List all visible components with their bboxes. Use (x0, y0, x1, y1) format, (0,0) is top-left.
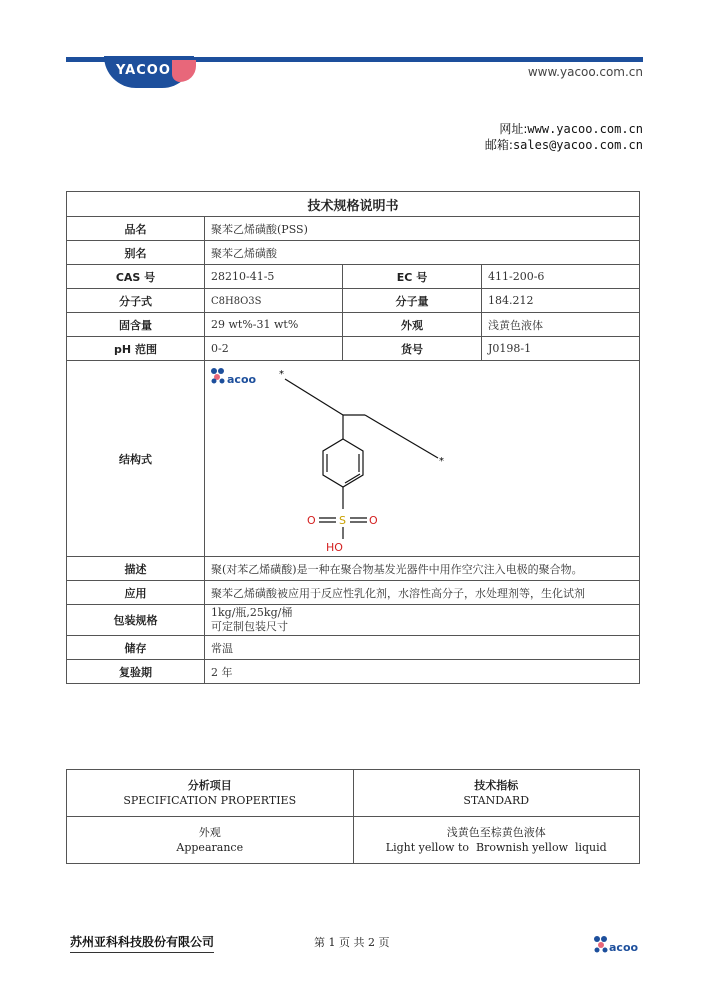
solid-label: 固含量 (67, 313, 205, 337)
structure-logo-icon (211, 368, 225, 384)
product-name: 聚苯乙烯磺酸(PSS) (205, 217, 640, 241)
col2-cn: 技术指标 (474, 779, 519, 792)
solid-value: 29 wt%-31 wt% (205, 313, 343, 337)
analysis-row-item (67, 817, 354, 864)
desc-label: 描述 (67, 557, 205, 581)
analysis-col-standard (353, 770, 640, 817)
row1-item-en: Appearance (176, 841, 244, 854)
mail-label: 邮箱: (484, 138, 513, 152)
footer-company: 苏州亚科科技股份有限公司 (70, 933, 214, 953)
spec-table (66, 191, 640, 684)
header-logo-accent (172, 60, 196, 82)
contact-block (485, 121, 643, 153)
mw-label: 分子量 (343, 289, 482, 313)
alias: 聚苯乙烯磺酸 (205, 241, 640, 265)
storage-value: 常温 (205, 636, 640, 660)
header-logo: YACOO (116, 63, 171, 78)
storage-label: 储存 (67, 636, 205, 660)
col1-en: SPECIFICATION PROPERTIES (123, 794, 297, 807)
ph-label: pH 范围 (67, 337, 205, 361)
use-value: 聚苯乙烯磺酸被应用于反应性乳化剂，水溶性高分子，水处理剂等，生化试剂 (205, 581, 640, 605)
structure-cell (205, 361, 640, 557)
row1-std-en: Light yellow to Brownish yellow liquid (385, 841, 607, 854)
cas-label: CAS 号 (67, 265, 205, 289)
sulfur-atom: S (339, 514, 346, 527)
desc-value: 聚(对苯乙烯磺酸)是一种在聚合物基发光器件中用作空穴注入电极的聚合物。 (205, 557, 640, 581)
header-website: www.yacoo.com.cn (527, 65, 643, 79)
formula-text: C8H8O3S (211, 296, 262, 307)
structure-label: 结构式 (67, 361, 205, 557)
footer-page-number: 第 1 页 共 2 页 (314, 936, 390, 949)
analysis-col-item (67, 770, 354, 817)
oxygen-right: O (369, 514, 378, 527)
pack-value (205, 605, 640, 636)
formula-label: 分子式 (67, 289, 205, 313)
row1-std-cn: 浅黄色至棕黄色液体 (446, 826, 546, 839)
use-label: 应用 (67, 581, 205, 605)
retest-label: 复验期 (67, 660, 205, 684)
star-top: * (279, 369, 284, 380)
alias-label: 别名 (67, 241, 205, 265)
appearance-label: 外观 (343, 313, 482, 337)
product-name-label: 品名 (67, 217, 205, 241)
analysis-row-standard (353, 817, 640, 864)
mw-value: 184.212 (482, 289, 640, 313)
appearance-value: 浅黄色液体 (482, 313, 640, 337)
col2-en: STANDARD (463, 794, 530, 807)
pack-line-1: 1kg/瓶,25kg/桶 (211, 606, 293, 619)
cas-value: 28210-41-5 (205, 265, 343, 289)
web-value: www.yacoo.com.cn (527, 122, 643, 136)
ec-label: EC 号 (343, 265, 482, 289)
row1-item-cn: 外观 (198, 826, 221, 839)
footer-logo-icon (593, 934, 643, 956)
hydroxyl-group: HO (326, 541, 343, 554)
structure-logo-text: acoo (227, 373, 257, 386)
item-no-value: J0198-1 (482, 337, 640, 361)
ec-value: 411-200-6 (482, 265, 640, 289)
retest-value: 2 年 (205, 660, 640, 684)
spec-title: 技术规格说明书 (67, 192, 640, 217)
svg-text:acoo: acoo (609, 941, 639, 954)
formula-value (205, 289, 343, 313)
mail-value: sales@yacoo.com.cn (512, 138, 643, 152)
oxygen-left: O (307, 514, 316, 527)
star-right: * (439, 456, 444, 467)
analysis-table (66, 769, 640, 864)
pack-line-2: 可定制包装尺寸 (211, 620, 288, 633)
web-label: 网址: (499, 122, 528, 136)
structure-diagram (205, 361, 639, 556)
item-no-label: 货号 (343, 337, 482, 361)
col1-cn: 分析项目 (187, 779, 232, 792)
ph-value: 0-2 (205, 337, 343, 361)
pack-label: 包装规格 (67, 605, 205, 636)
